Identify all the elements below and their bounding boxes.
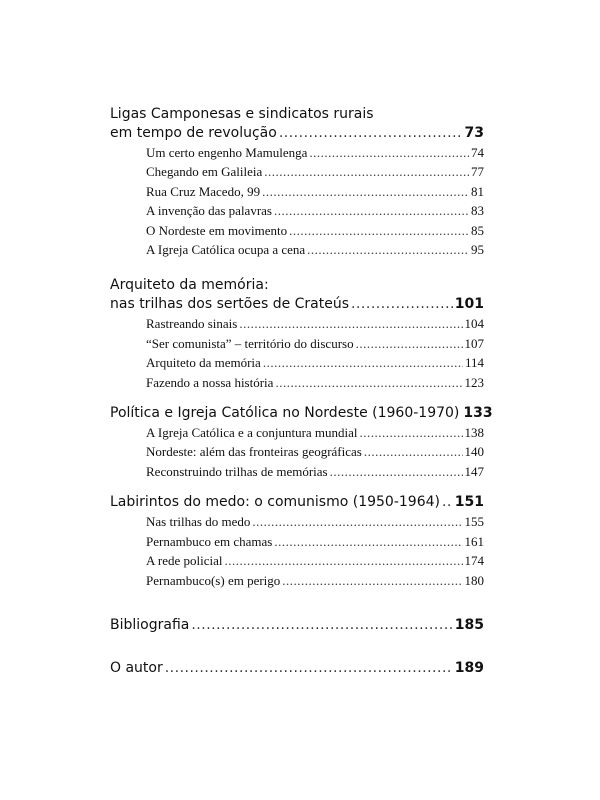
chapter-title-line2: nas trilhas dos sertões de Crateús: [110, 296, 350, 313]
dot-leader: [442, 493, 453, 512]
toc-entry[interactable]: [110, 162, 484, 181]
chapter-title: Bibliografia: [110, 616, 190, 633]
chapter-title: Política e Igreja Católica no Nordeste (1960-1970): [110, 405, 460, 422]
toc-entry[interactable]: [110, 353, 484, 372]
entry-title: A invenção das palavras: [146, 203, 272, 219]
dot-leader: [165, 659, 453, 678]
dot-leader: [263, 353, 463, 372]
toc-entry[interactable]: [110, 423, 484, 442]
chapter-title-line2: em tempo de revolução: [110, 125, 277, 141]
toc-entry[interactable]: [110, 182, 484, 201]
entry-page: 77: [471, 164, 484, 180]
chapter-entry[interactable]: [110, 124, 484, 143]
entry-title: Pernambuco(s) em perigo: [146, 572, 281, 588]
dot-leader: [282, 571, 462, 590]
dot-leader: [225, 551, 463, 570]
entry-page: 174: [464, 553, 484, 569]
dot-leader: [262, 182, 469, 201]
entry-title: Fazendo a nossa história: [146, 374, 274, 390]
chapter-title-line1: Arquiteto da memória:: [110, 277, 269, 294]
chapter-page: 189: [454, 659, 484, 676]
toc-chapter: [110, 659, 484, 678]
toc-entry[interactable]: [110, 373, 484, 392]
entry-title: Pernambuco em chamas: [146, 533, 273, 549]
dot-leader: [360, 423, 463, 442]
entry-page: 85: [471, 222, 484, 238]
dot-leader: [356, 334, 463, 353]
chapter-entry[interactable]: [110, 659, 484, 678]
entry-title: Nas trilhas do medo: [146, 514, 251, 530]
toc-entry[interactable]: [110, 221, 484, 240]
dot-leader: [275, 373, 462, 392]
entry-title: Rastreando sinais: [146, 316, 238, 332]
chapter-page: 185: [454, 616, 484, 633]
chapter-entry[interactable]: [110, 404, 493, 423]
entry-page: 155: [464, 514, 484, 530]
dot-leader: [364, 442, 463, 461]
toc-entry[interactable]: [110, 532, 484, 551]
entry-title: Arquiteto da memória: [146, 355, 261, 371]
dot-leader: [239, 314, 462, 333]
toc-entry[interactable]: [110, 551, 484, 570]
chapter-page: 73: [464, 125, 484, 141]
entry-title: A rede policial: [146, 553, 223, 569]
entry-page: 123: [464, 374, 484, 390]
chapter-entry[interactable]: [110, 295, 484, 314]
toc-entry[interactable]: [110, 571, 484, 590]
toc-entry[interactable]: [110, 240, 484, 259]
entry-page: 138: [464, 425, 484, 441]
entry-title: O Nordeste em movimento: [146, 222, 288, 238]
entry-page: 74: [471, 145, 484, 160]
entry-page: 95: [471, 242, 484, 258]
entry-title: “Ser comunista” – território do discurso: [146, 335, 354, 351]
entry-title: Nordeste: além das fronteiras geográficas: [146, 444, 362, 460]
chapter-page: 101: [454, 296, 484, 313]
table-of-contents: [110, 105, 493, 678]
entry-title: A Igreja Católica ocupa a cena: [146, 242, 306, 258]
chapter-page: 151: [454, 494, 484, 511]
entry-title: A Igreja Católica e a conjuntura mundial: [146, 425, 358, 441]
dot-leader: [279, 124, 463, 143]
entry-page: 104: [464, 316, 484, 332]
dot-leader: [252, 512, 462, 531]
entry-page: 114: [464, 355, 484, 371]
entry-page: 107: [464, 335, 484, 351]
chapter-title: O autor: [110, 659, 163, 676]
chapter-entry[interactable]: [110, 493, 484, 512]
toc-chapter: [110, 616, 484, 635]
dot-leader: [289, 221, 469, 240]
toc-entry[interactable]: [110, 143, 484, 162]
dot-leader: [191, 616, 452, 635]
chapter-page: 133: [463, 405, 493, 422]
entry-title: Chegando em Galileia: [146, 164, 263, 180]
dot-leader: [351, 295, 453, 314]
entry-page: 180: [464, 572, 484, 588]
toc-entry[interactable]: [110, 462, 484, 481]
dot-leader: [274, 532, 462, 551]
dot-leader: [309, 143, 469, 162]
toc-entry[interactable]: [110, 442, 484, 461]
dot-leader: [264, 162, 469, 181]
toc-entry[interactable]: [110, 314, 484, 333]
toc-chapter: [110, 105, 484, 259]
toc-entry[interactable]: [110, 201, 484, 220]
chapter-title-line1: Ligas Camponesas e sindicatos rurais: [110, 106, 374, 122]
toc-entry[interactable]: [110, 334, 484, 353]
entry-title: Um certo engenho Mamulenga: [146, 145, 308, 160]
dot-leader: [307, 240, 469, 259]
entry-page: 81: [471, 183, 484, 199]
toc-chapter: [110, 404, 493, 481]
entry-title: Reconstruindo trilhas de memórias: [146, 463, 328, 479]
toc-chapter: [110, 493, 484, 590]
chapter-entry[interactable]: [110, 616, 484, 635]
entry-title: Rua Cruz Macedo, 99: [146, 183, 261, 199]
entry-page: 161: [464, 533, 484, 549]
entry-page: 140: [464, 444, 484, 460]
entry-page: 83: [471, 203, 484, 219]
dot-leader: [330, 462, 463, 481]
toc-entry[interactable]: [110, 512, 484, 531]
toc-chapter: [110, 276, 484, 392]
dot-leader: [274, 201, 469, 220]
chapter-title: Labirintos do medo: o comunismo (1950-1964): [110, 494, 440, 511]
entry-page: 147: [464, 463, 484, 479]
